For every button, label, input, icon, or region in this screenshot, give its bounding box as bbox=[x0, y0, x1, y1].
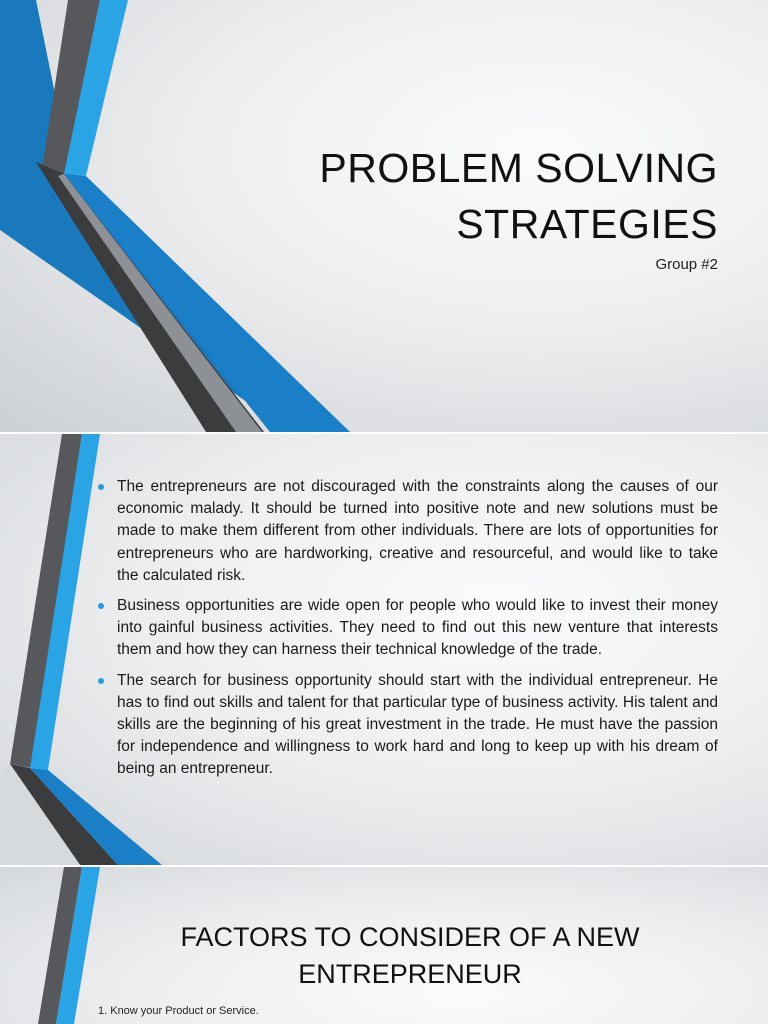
bullet-text: The search for business opportunity should start with the individual entrepreneur. He has to find out skills and talent for that particular type of business activity. His talent and skills are the beginning of his great investment in the trade. He must have the passion for independence and willingness to work hard and long to keep up with his dream of being an entrepreneur. bbox=[117, 671, 718, 778]
bullet-dot-icon bbox=[98, 484, 104, 490]
bullet-text: The entrepreneurs are not discouraged with the constraints along the causes of our economic malady. It should be turned into positive note and new solutions must be made to make them different from other individuals. There are lots of opportunities for entrepreneurs who are hardworking, creative and resourceful, and would like to take the calculated risk. bbox=[117, 478, 718, 584]
bullet-item bbox=[98, 476, 718, 587]
factors-slide bbox=[0, 867, 768, 1024]
slide-title: FACTORS TO CONSIDER OF A NEW ENTREPRENEUR bbox=[180, 922, 640, 989]
bullet-dot-icon bbox=[98, 603, 104, 609]
bullet-item bbox=[98, 595, 718, 662]
bullet-text: Business opportunities are wide open for people who would like to invest their money into gainful business activities. They need to find out this new venture that interests them and how they can harness their technical knowledge of the trade. bbox=[117, 597, 718, 659]
content-slide bbox=[0, 434, 768, 865]
slide-title: PROBLEM SOLVING STRATEGIES bbox=[319, 145, 718, 247]
bullet-item bbox=[98, 670, 718, 781]
title-slide bbox=[0, 0, 768, 432]
numbered-item: 1. Know your Product or Service. bbox=[98, 1005, 259, 1017]
slide-subtitle: Group #2 bbox=[655, 256, 718, 273]
bullet-dot-icon bbox=[98, 678, 104, 684]
bullet-list bbox=[98, 476, 718, 789]
